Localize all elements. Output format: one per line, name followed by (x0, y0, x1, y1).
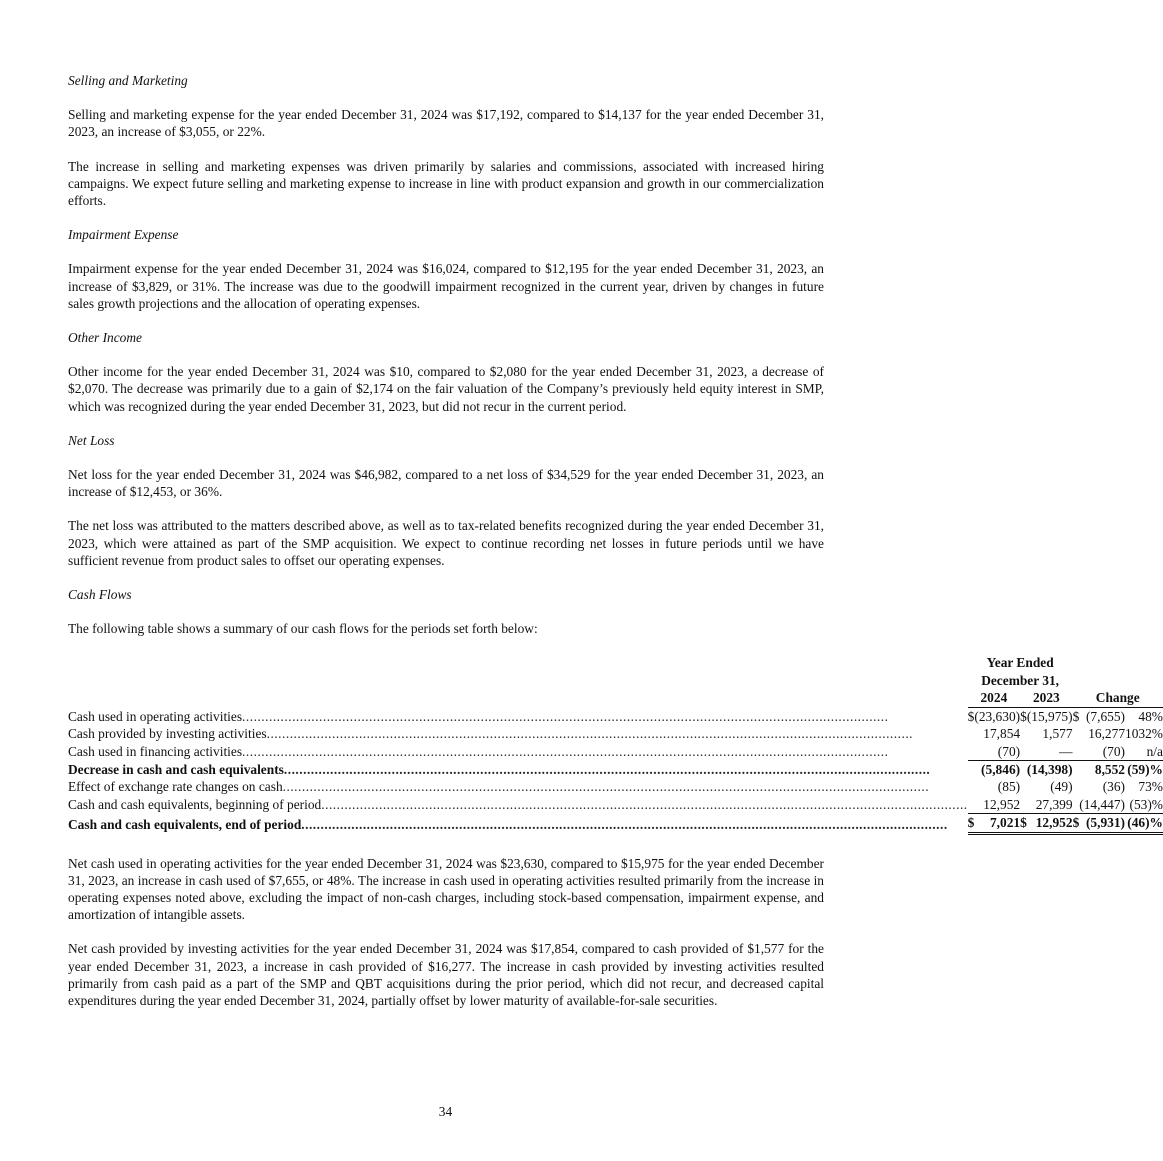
dot-leader (321, 796, 967, 813)
table-row (68, 796, 1163, 814)
row-label: Cash used in operating activities (68, 708, 243, 724)
currency-sign (968, 796, 975, 814)
table-row (68, 725, 1163, 742)
currency-sign (1073, 743, 1080, 761)
currency-sign (968, 760, 975, 778)
paragraph: Other income for the year ended December 31, 2024 was $10, compared to $2,080 for the year ended December 31, 2023, a decrease of $2,070. The decrease was primarily due to a gain of $2,174 on the fair valuation of the Company’s previously held equity interest in SMP, which was recognized during the year ended December 31, 2023, but did not recur in the current period. (68, 364, 824, 414)
column-header-change: Change (1073, 689, 1163, 707)
value-2024: (70) (974, 743, 1020, 761)
value-percent-change: 73% (1138, 779, 1163, 795)
cash-flows-table (68, 654, 1163, 834)
column-header-2023: 2023 (1020, 689, 1072, 707)
paragraph: Net cash provided by investing activities for the year ended December 31, 2024 was $17,854, compared to cash provided of $1,577 for the year ended December 31, 2023, a increase in cash provided of $16,277. The increase in cash provided by investing activities resulted primarily from cash paid as a part of the SMP and QBT acquisitions during the prior period, which did not recur, and decreased capital expenditures during the year ended December 31, 2024, partially offset by lower maturity of available-for-sale securities. (68, 941, 824, 1008)
row-label: Decrease in cash and cash equivalents (68, 761, 284, 777)
value-percent-change: n/a (1125, 743, 1163, 761)
table-row (68, 743, 1163, 761)
dot-leader (301, 816, 967, 833)
paragraph: Selling and marketing expense for the year ended December 31, 2024 was $17,192, compared to $14,137 for the year ended December 31, 2023, an increase of $3,055, or 22%. (68, 107, 824, 140)
value-2023: 1,577 (1042, 726, 1073, 742)
section-heading-impairment-expense: Impairment Expense (68, 227, 179, 243)
currency-sign: $ (1020, 814, 1027, 833)
table-row (68, 778, 1163, 795)
row-label: Cash and cash equivalents, beginning of period (68, 797, 322, 813)
currency-sign (1020, 796, 1027, 814)
value-2023: (15,975) (1026, 708, 1073, 724)
dot-leader (284, 761, 968, 778)
header-year-ended: Year Ended (986, 655, 1054, 671)
currency-sign (1073, 760, 1080, 778)
value-percent-change: (53)% (1125, 796, 1163, 814)
paragraph: Net cash used in operating activities for the year ended December 31, 2024 was $23,630, compared to $15,975 for the year ended December 31, 2023, an increase in cash used of $7,655, or 48%. The increase in cash used in operating activities resulted primarily from the increase in operating expenses noted above, excluding the impact of non-cash charges, including stock-based compensation, impairment expense, and amortization of intangible assets. (68, 855, 824, 923)
column-header-2024: 2024 (968, 689, 1020, 707)
value-2023: 27,399 (1027, 796, 1073, 814)
dot-leader (242, 743, 968, 760)
dot-leader (267, 725, 968, 742)
paragraph: Net loss for the year ended December 31, 2024 was $46,982, compared to a net loss of $34,529 for the year ended December 31, 2023, an increase of $12,453, or 36%. (68, 467, 824, 500)
currency-sign: $ (967, 708, 975, 724)
row-label: Cash used in financing activities (68, 744, 243, 759)
currency-sign (968, 725, 975, 742)
value-2024: 17,854 (983, 726, 1021, 742)
value-percent-change: 1032% (1125, 726, 1163, 742)
currency-sign: $ (968, 814, 975, 833)
section-heading-other-income: Other Income (68, 330, 142, 346)
value-change: (7,655) (1085, 708, 1126, 724)
value-2023: 12,952 (1027, 814, 1073, 833)
currency-sign (1020, 743, 1027, 761)
value-percent-change: (59)% (1127, 761, 1163, 777)
value-2024: 7,021 (974, 814, 1020, 833)
table-row (68, 814, 1163, 833)
paragraph: Impairment expense for the year ended December 31, 2024 was $16,024, compared to $12,195 for the year ended December 31, 2023, an increase of $3,829, or 31%. The increase was due to the goodwill impairment recognized in the current year, driven by changes in future sales growth projections and the allocation of operating expenses. (68, 261, 824, 311)
currency-sign: $ (1073, 814, 1080, 833)
header-december-31: December 31, (981, 672, 1060, 688)
value-2023: (14,398) (1026, 761, 1073, 777)
value-2024: (5,846) (981, 761, 1021, 777)
section-heading-selling-marketing: Selling and Marketing (68, 73, 188, 88)
row-label: Cash and cash equivalents, end of period (68, 816, 302, 832)
currency-sign (1020, 778, 1027, 795)
currency-sign (1073, 778, 1080, 795)
value-percent-change: 48% (1138, 708, 1163, 724)
value-2024: (85) (997, 779, 1021, 795)
value-change: (5,931) (1079, 814, 1125, 833)
currency-sign: $ (1072, 708, 1080, 724)
dot-leader (283, 778, 968, 795)
value-change: (14,447) (1079, 796, 1126, 812)
currency-sign (968, 778, 975, 795)
row-label: Cash provided by investing activities (68, 726, 267, 742)
value-percent-change: (46)% (1125, 814, 1163, 833)
currency-sign (968, 743, 975, 761)
value-2023: (49) (1050, 779, 1073, 795)
currency-sign: $ (1020, 708, 1027, 724)
value-change: 16,277 (1088, 726, 1126, 742)
table-intro: The following table shows a summary of our cash flows for the periods set forth below: (68, 621, 538, 637)
section-heading-cash-flows: Cash Flows (68, 587, 132, 603)
currency-sign (1020, 760, 1027, 778)
section-heading-net-loss: Net Loss (68, 432, 115, 448)
currency-sign (1020, 725, 1027, 742)
value-2023: — (1027, 743, 1073, 761)
dot-leader (242, 708, 968, 725)
table-row (68, 760, 1163, 778)
table-row (68, 707, 1163, 725)
value-change: 8,552 (1094, 761, 1126, 777)
document-page (68, 72, 1163, 1026)
paragraph: The net loss was attributed to the matters described above, as well as to tax-related benefits recognized during the year ended December 31, 2023, which were attained as part of the SMP acquisition. We expect to continue recording net losses in future periods until we have sufficient revenue from product sales to offset our operating expenses. (68, 518, 824, 568)
value-change: (70) (1079, 743, 1125, 761)
page-number: 34 (438, 1104, 453, 1119)
row-label: Effect of exchange rate changes on cash (68, 779, 283, 795)
value-2024: (23,630) (974, 708, 1021, 724)
value-2024: 12,952 (974, 796, 1020, 814)
currency-sign (1073, 725, 1080, 742)
paragraph: The increase in selling and marketing expenses was driven primarily by salaries and commissions, associated with increased hiring campaigns. We expect future selling and marketing expense to increase in line with product expansion and growth in our commercialization efforts. (68, 158, 824, 209)
value-change: (36) (1102, 779, 1126, 795)
currency-sign (1073, 796, 1080, 814)
